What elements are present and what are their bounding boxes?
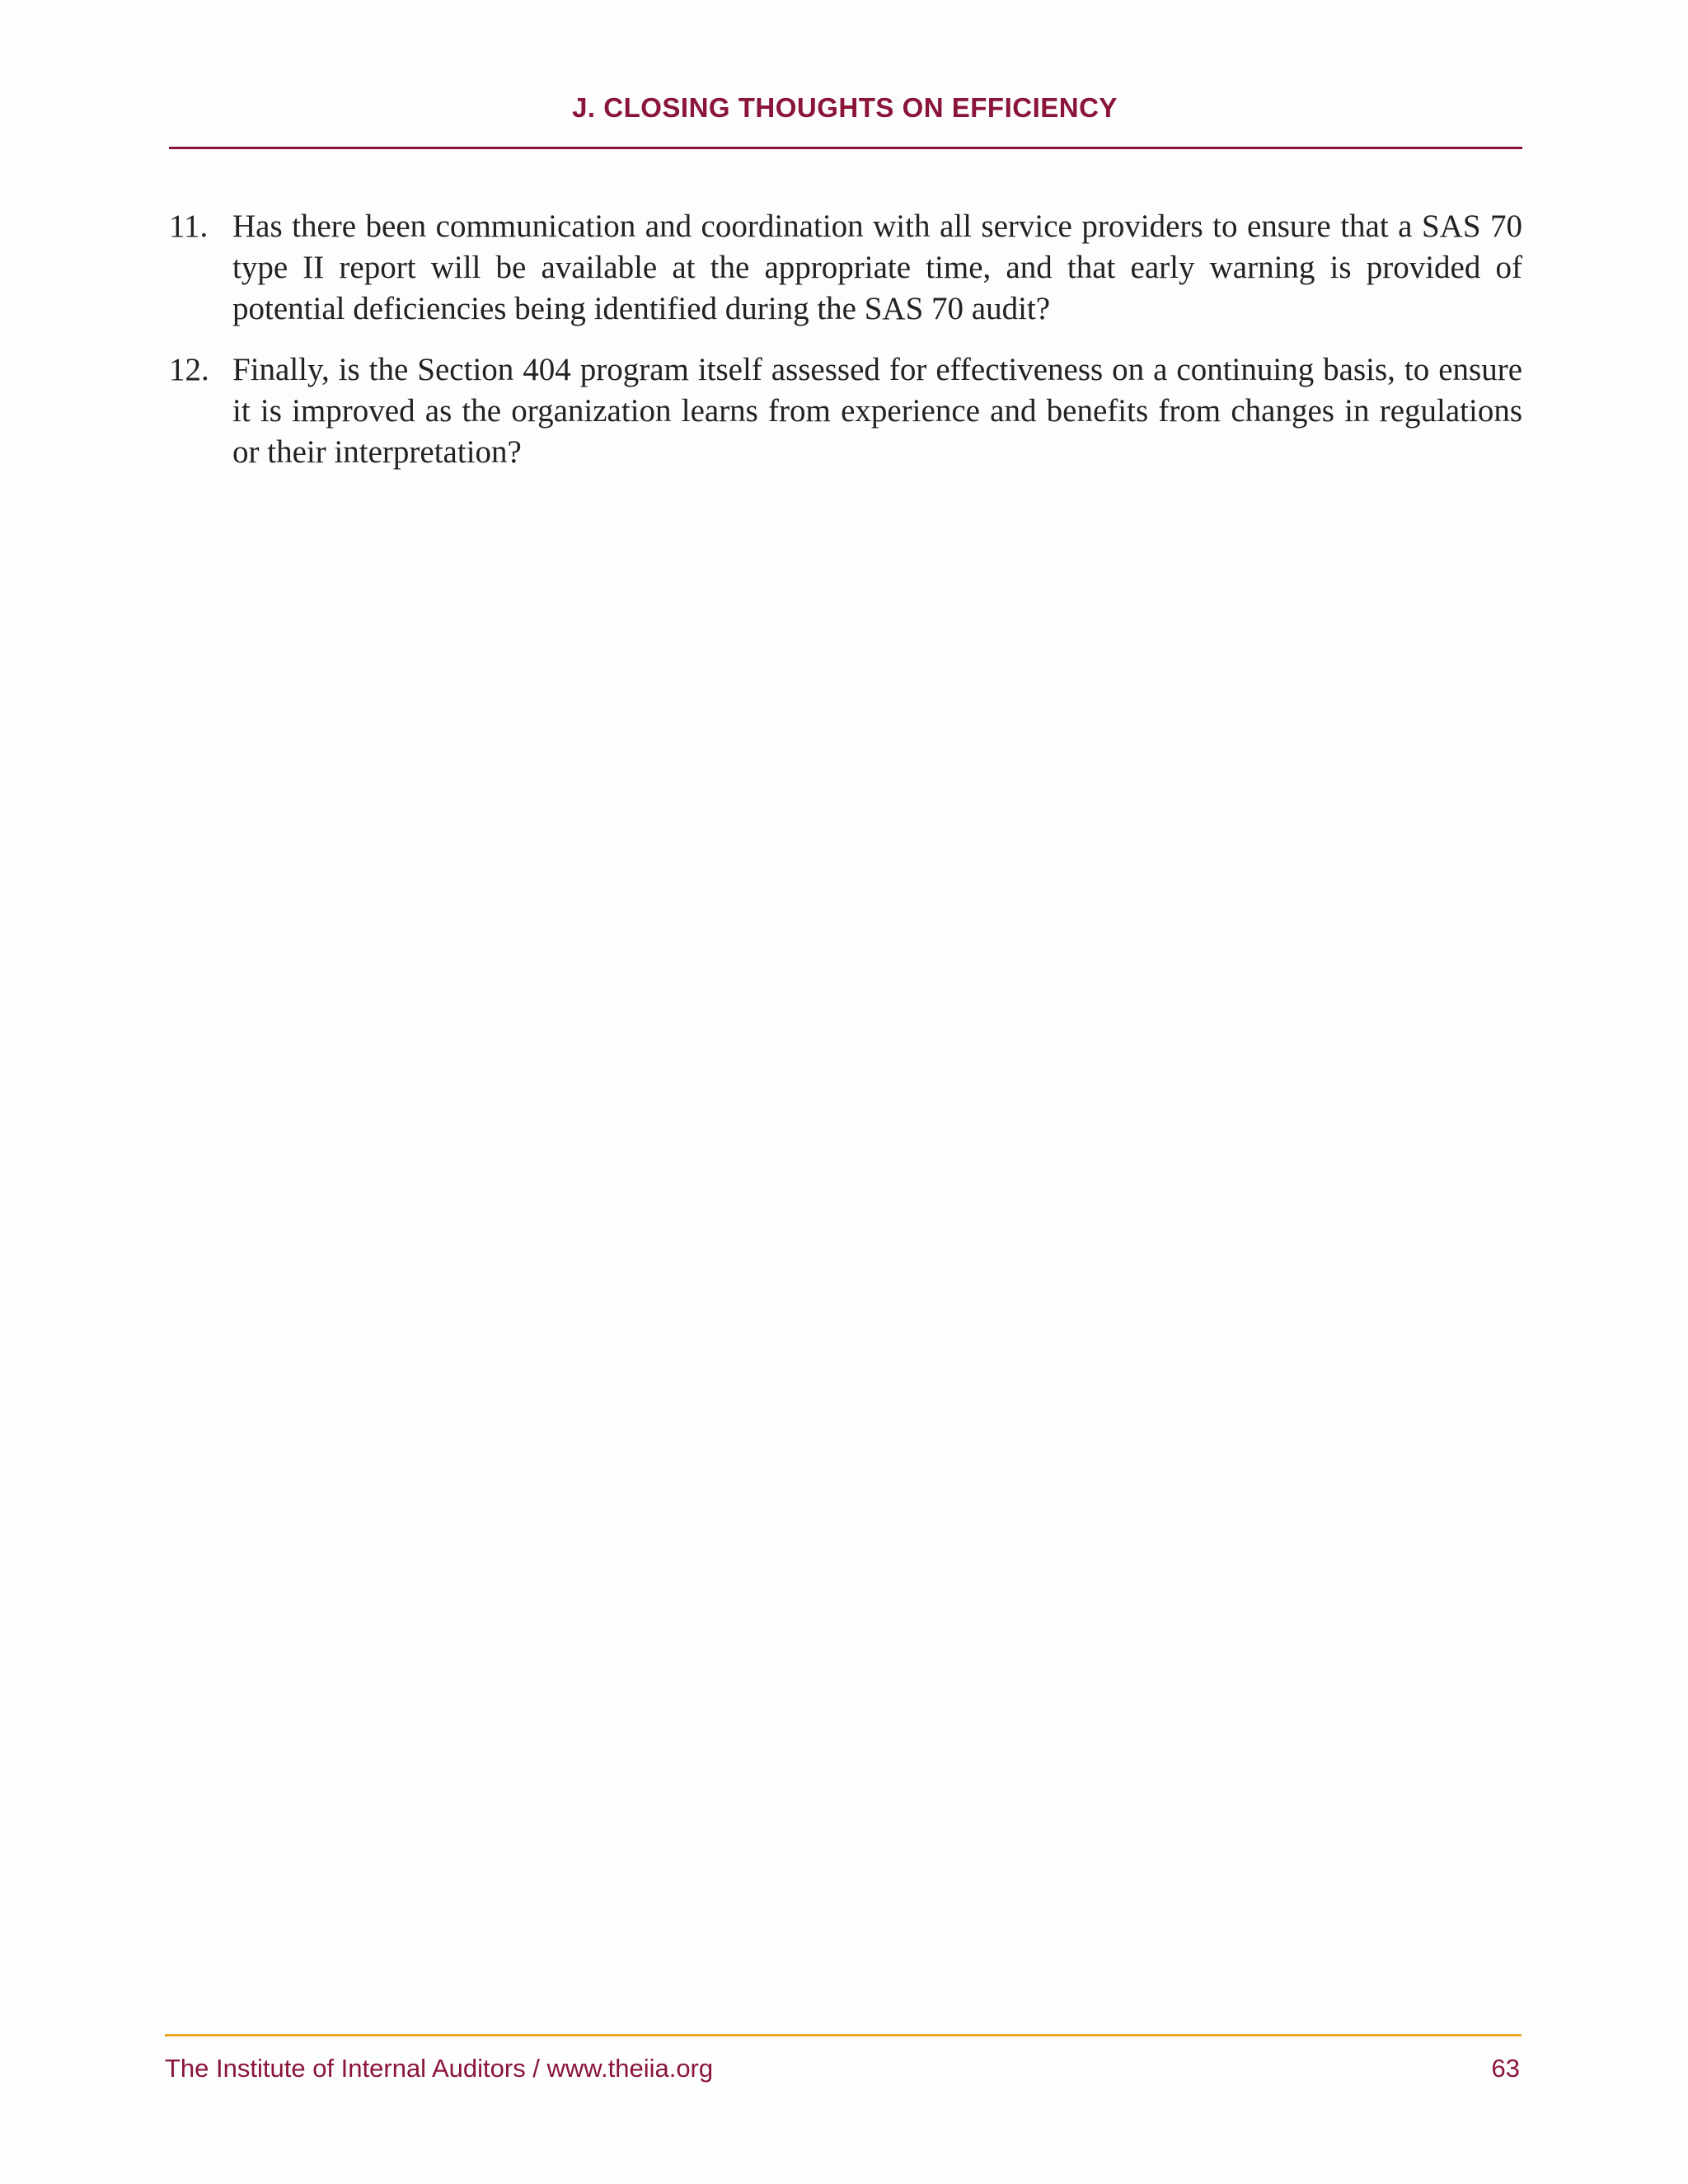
question-list xyxy=(169,206,1522,493)
section-heading: J. CLOSING THOUGHTS ON EFFICIENCY xyxy=(572,92,1118,123)
question-text: Finally, is the Section 404 program itself assessed for effectiveness on a continuing basis, to ensure it is improved as the organization learns from experience and benefits from changes in regulations or their interpretation? xyxy=(232,352,1522,470)
question-item-12 xyxy=(169,349,1522,473)
question-text: Has there been communication and coordination with all service providers to ensure that a SAS 70 type II report will be available at the appropriate time, and that early warning is provided of potential deficiencies being identified during the SAS 70 audit? xyxy=(232,209,1522,326)
page-number: 63 xyxy=(1491,2054,1520,2083)
footer-divider xyxy=(165,2034,1522,2036)
question-number: 12. xyxy=(169,352,209,387)
question-item-11 xyxy=(169,206,1522,330)
header-divider xyxy=(169,147,1522,149)
question-number: 11. xyxy=(169,209,209,244)
footer-source: The Institute of Internal Auditors / www.theiia.org xyxy=(165,2054,714,2083)
